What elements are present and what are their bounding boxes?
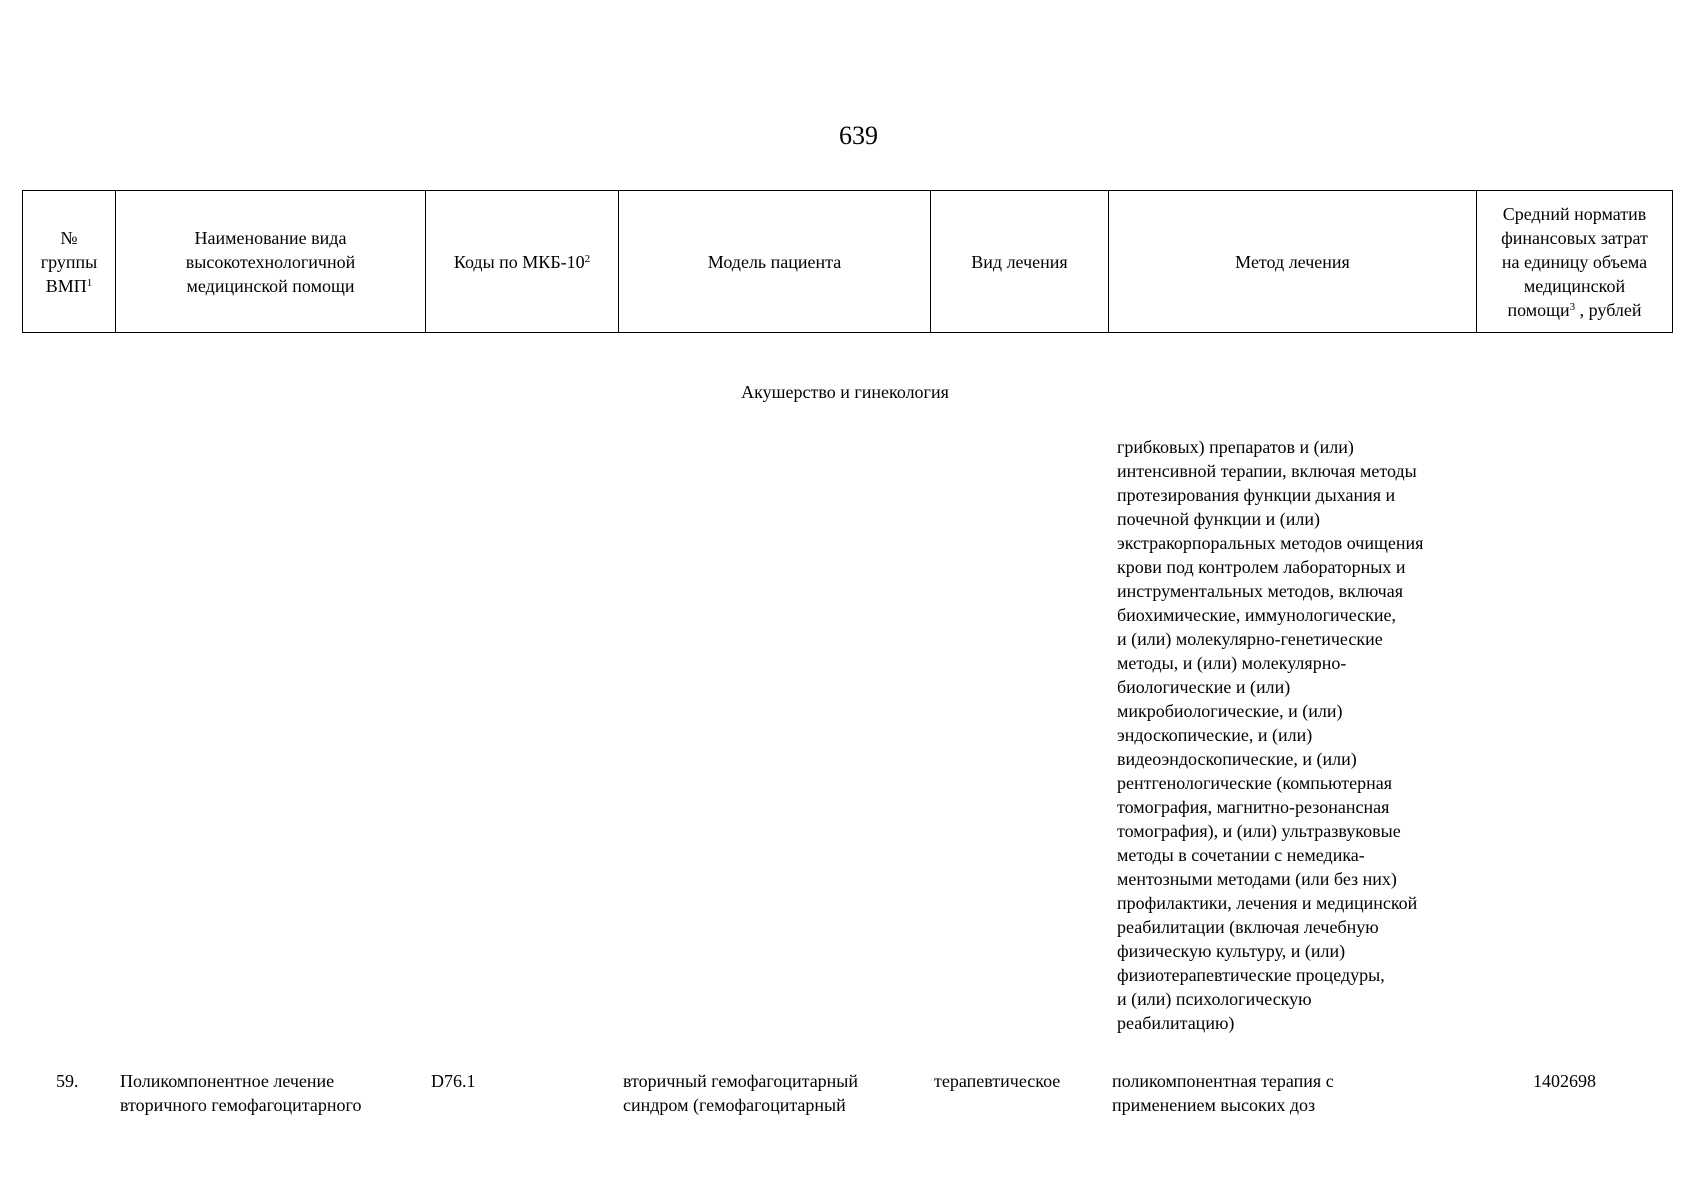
method-line: протезирования функции дыхания и [1117, 485, 1396, 505]
header-treatment-type: Вид лечения [931, 191, 1109, 333]
method-line: ментозными методами (или без них) [1117, 869, 1397, 889]
row-59-treatment: терапевтическое [934, 1071, 1061, 1091]
method-line: методы в сочетании с немедика- [1117, 845, 1365, 865]
row-59-model: вторичный гемофагоцитарный синдром (гемофагоцитарный [623, 1071, 859, 1115]
method-line: реабилитации (включая лечебную [1117, 917, 1379, 937]
method-continuation [1117, 435, 1487, 1035]
section-title: Акушерство и гинекология [741, 382, 949, 402]
header-icd-codes: Коды по МКБ-$10^2$ [426, 191, 619, 333]
page-number: 639 [839, 121, 878, 150]
method-line: томография, магнитно-резонансная [1117, 797, 1390, 817]
method-line: физиотерапевтические процедуры, [1117, 965, 1385, 985]
method-line: рентгенологические (компьютерная [1117, 773, 1393, 793]
header-group-number: № группы ВМП$^1$ [23, 191, 116, 333]
method-line: видеоэндоскопические, и (или) [1117, 749, 1357, 769]
method-line: и (или) молекулярно-генетические [1117, 629, 1383, 649]
header-vmp-name: Наименование вида высокотехнологичной медицинской помощи [116, 191, 426, 333]
method-line: эндоскопические, и (или) [1117, 725, 1313, 745]
method-line: методы, и (или) молекулярно- [1117, 653, 1347, 673]
method-line: и (или) психологическую [1117, 989, 1312, 1009]
method-line: экстракорпоральных методов очищения [1117, 533, 1424, 553]
method-line: интенсивной терапии, включая методы [1117, 461, 1417, 481]
row-59-code: D76.1 [431, 1071, 476, 1091]
method-line: инструментальных методов, включая [1117, 581, 1403, 601]
header-treatment-method: Метод лечения [1109, 191, 1477, 333]
method-line: профилактики, лечения и медицинской [1117, 893, 1418, 913]
method-line: микробиологические, и (или) [1117, 701, 1343, 721]
method-line: реабилитацию) [1117, 1013, 1235, 1033]
row-59-method: поликомпонентная терапия с применением высоких доз [1112, 1071, 1334, 1115]
table-header [22, 190, 1673, 333]
method-line: биологические и (или) [1117, 677, 1291, 697]
header-average-cost: Средний норматив финансовых затрат на единицу объема медицинской помощи$^3$ , рублей [1477, 191, 1673, 333]
method-line: крови под контролем лабораторных и [1117, 557, 1406, 577]
method-line: почечной функции и (или) [1117, 509, 1320, 529]
row-59-name: Поликомпонентное лечение вторичного гемофагоцитарного [120, 1071, 362, 1115]
method-line: грибковых) препаратов и (или) [1117, 437, 1354, 457]
method-line: биохимические, иммунологические, [1117, 605, 1396, 625]
method-line: томография), и (или) ультразвуковые [1117, 821, 1401, 841]
row-59-cost: 1402698 [1533, 1071, 1596, 1091]
method-line: физическую культуру, и (или) [1117, 941, 1346, 961]
row-59-number: 59. [56, 1071, 79, 1091]
header-patient-model: Модель пациента [619, 191, 931, 333]
